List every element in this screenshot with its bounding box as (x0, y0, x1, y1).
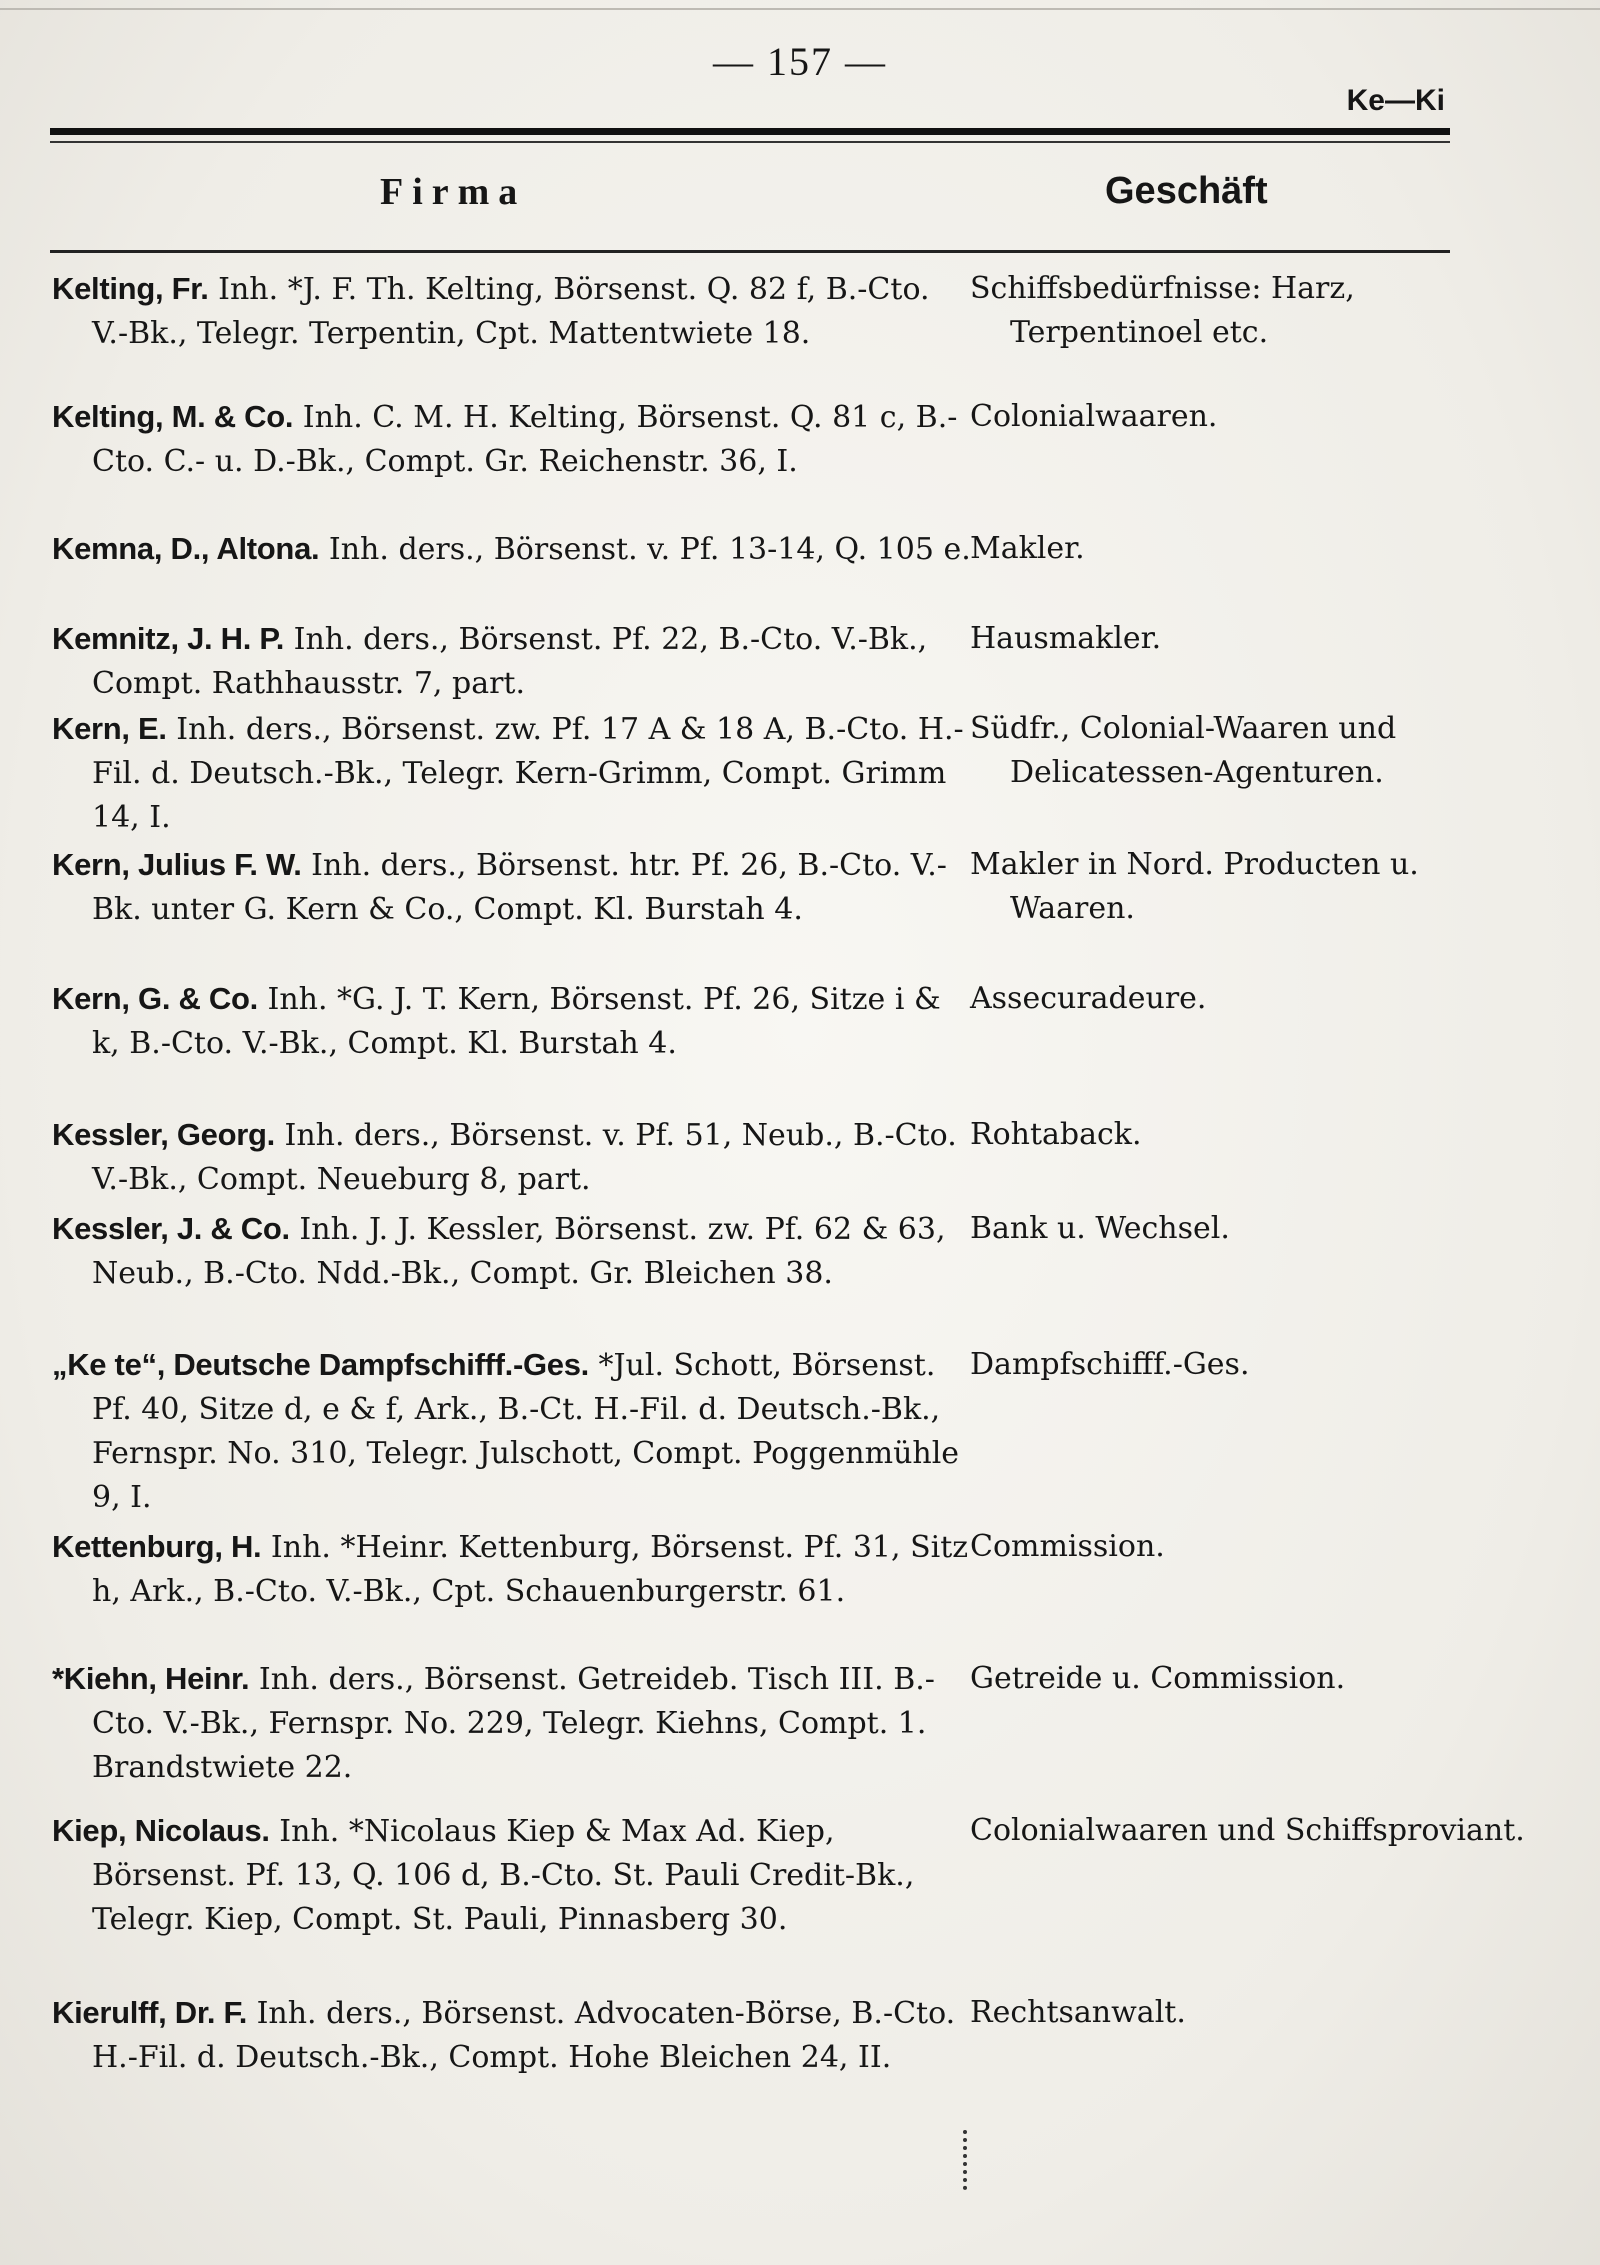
firm-details: *Jul. Schott, Börsenst. Pf. 40, Sitze d, e & f, Ark., B.-Ct. H.-Fil. d. Deutsch.-Bk., Fernspr. No. 310, Telegr. Julschott, Compt. Poggenmühle 9, I. (92, 1348, 960, 1515)
firm-name: Kessler, Georg. (52, 1117, 275, 1152)
firm-name: *Kiehn, Heinr. (52, 1661, 250, 1696)
column-header-rule (50, 250, 1450, 253)
firm-details: Inh. ders., Börsenst. Getreideb. Tisch III. B.-Cto. V.-Bk., Fernspr. No. 229, Telegr. Kiehns, Compt. 1. Brandstwiete 22. (92, 1662, 935, 1785)
section-range: Ke—Ki (1346, 84, 1445, 117)
firm-details: Inh. ders., Börsenst. v. Pf. 51, Neub., B.-Cto. V.-Bk., Compt. Neueburg 8, part. (92, 1118, 957, 1197)
firm-name: Kern, Julius F. W. (52, 847, 302, 882)
firm-name: Kemnitz, J. H. P. (52, 621, 285, 656)
entry-firma (52, 707, 972, 840)
entry-business: Südfr., Colonial-Waaren und Delicatessen-Agenturen. (970, 711, 1397, 790)
firm-details: Inh. ders., Börsenst. htr. Pf. 26, B.-Cto. V.-Bk. unter G. Kern & Co., Compt. Kl. Burstah 4. (92, 848, 947, 927)
entry-firma (52, 1657, 972, 1790)
entry-business: Hausmakler. (970, 621, 1162, 656)
entry-business: Colonialwaaren und Schiffsproviant. (970, 1813, 1525, 1848)
firm-name: Kierulff, Dr. F. (52, 1995, 248, 2030)
firm-details: Inh. *Heinr. Kettenburg, Börsenst. Pf. 31, Sitz h, Ark., B.-Cto. V.-Bk., Cpt. Schauenburgerstr. 61. (92, 1530, 969, 1609)
entry-business: Rohtaback. (970, 1117, 1142, 1152)
firm-name: Kern, G. & Co. (52, 981, 258, 1016)
firm-name: Kelting, Fr. (52, 271, 209, 306)
firm-details: Inh. C. M. H. Kelting, Börsenst. Q. 81 c, B.-Cto. C.- u. D.-Bk., Compt. Gr. Reichenstr. 36, I. (92, 400, 958, 479)
page-number: — 157 — (713, 39, 887, 84)
entry-business: Commission. (970, 1529, 1165, 1564)
column-divider-dots (963, 2130, 971, 2190)
entry-business: Bank u. Wechsel. (970, 1211, 1230, 1246)
firm-name: Kemna, D., Altona. (52, 531, 320, 566)
firm-name: „Ke te“, Deutsche Dampfschifff.-Ges. (52, 1347, 589, 1382)
firm-details: Inh. ders., Börsenst. v. Pf. 13-14, Q. 105 e. (328, 532, 971, 567)
entry-business: Rechtsanwalt. (970, 1995, 1186, 2030)
entry-business: Assecuradeure. (970, 981, 1207, 1016)
entry-business: Getreide u. Commission. (970, 1661, 1346, 1696)
firm-name: Kern, E. (52, 711, 167, 746)
entry-firma (52, 1113, 972, 1202)
header-rule-thick (50, 128, 1450, 135)
entry-firma (52, 1343, 972, 1520)
firm-details: Inh. *Nicolaus Kiep & Max Ad. Kiep, Börsenst. Pf. 13, Q. 106 d, B.-Cto. St. Pauli Credit-Bk., Telegr. Kiep, Compt. St. Pauli, Pinnasberg 30. (92, 1814, 915, 1937)
entry-firma (52, 1207, 972, 1296)
entry-firma (52, 977, 972, 1066)
entry-firma (52, 395, 972, 484)
firm-details: Inh. ders., Börsenst. zw. Pf. 17 A & 18 A, B.-Cto. H.-Fil. d. Deutsch.-Bk., Telegr. Kern-Grimm, Compt. Grimm 14, I. (92, 712, 964, 835)
entry-firma (52, 1525, 972, 1614)
firm-details: Inh. ders., Börsenst. Advocaten-Börse, B.-Cto. H.-Fil. d. Deutsch.-Bk., Compt. Hohe Bleichen 24, II. (92, 1996, 956, 2075)
entry-business: Schiffsbedürfnisse: Harz, Terpentinoel etc. (970, 271, 1355, 350)
scan-edge-line (0, 8, 1600, 10)
entry-firma (52, 1991, 972, 2080)
firm-name: Kelting, M. & Co. (52, 399, 294, 434)
entry-business: Colonialwaaren. (970, 399, 1218, 434)
entry-business: Dampfschifff.-Ges. (970, 1347, 1250, 1382)
entry-business: Makler. (970, 531, 1085, 566)
firm-details: Inh. J. J. Kessler, Börsenst. zw. Pf. 62 & 63, Neub., B.-Cto. Ndd.-Bk., Compt. Gr. Bleichen 38. (92, 1212, 946, 1291)
firm-name: Kessler, J. & Co. (52, 1211, 290, 1246)
entry-firma (52, 617, 972, 706)
header-rule-thin (50, 141, 1450, 143)
entry-firma (52, 267, 972, 356)
entry-firma (52, 1809, 972, 1942)
firm-name: Kettenburg, H. (52, 1529, 262, 1564)
entry-firma (52, 843, 972, 932)
entry-firma (52, 527, 972, 572)
column-header-firma: Firma (380, 171, 527, 213)
firm-details: Inh. *J. F. Th. Kelting, Börsenst. Q. 82 f, B.-Cto. V.-Bk., Telegr. Terpentin, Cpt. Mattentwiete 18. (92, 272, 930, 351)
entry-business: Makler in Nord. Producten u. Waaren. (970, 847, 1419, 926)
firm-details: Inh. ders., Börsenst. Pf. 22, B.-Cto. V.-Bk., Compt. Rathhausstr. 7, part. (92, 622, 928, 701)
firm-name: Kiep, Nicolaus. (52, 1813, 270, 1848)
column-header-geschaeft: Geschäft (1105, 170, 1268, 212)
firm-details: Inh. *G. J. T. Kern, Börsenst. Pf. 26, Sitze i & k, B.-Cto. V.-Bk., Compt. Kl. Burstah 4. (92, 982, 941, 1061)
